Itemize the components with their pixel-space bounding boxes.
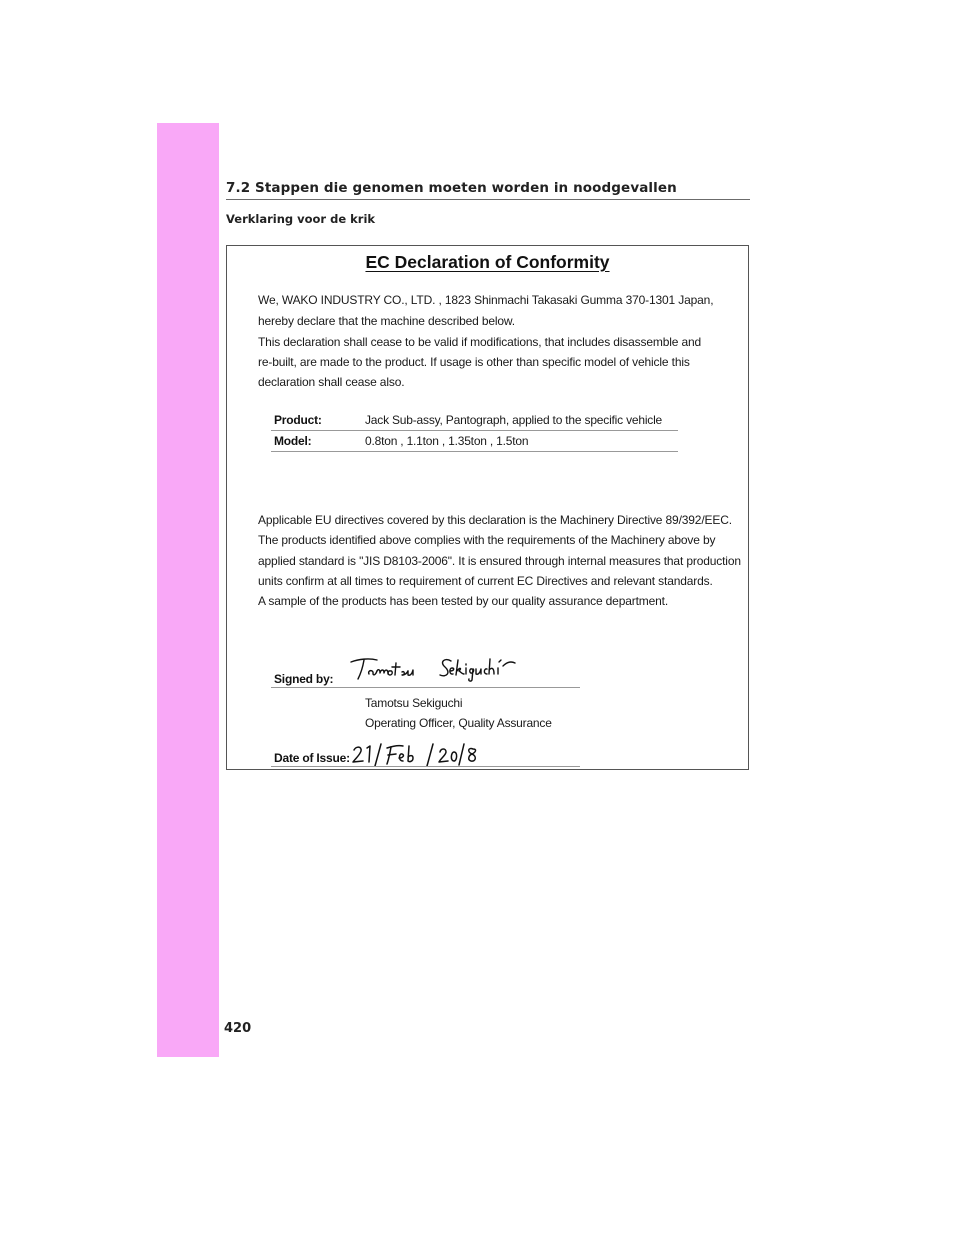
product-rule (271, 430, 678, 431)
intro-line: declaration shall cease also. (258, 375, 405, 389)
page-number: 420 (224, 1021, 252, 1036)
declaration-document (226, 245, 749, 770)
directive-line: units confirm at all times to requirement of current EC Directives and relevant standards. (258, 574, 713, 588)
directive-line: Applicable EU directives covered by this declaration is the Machinery Directive 89/392/EEC. (258, 513, 732, 527)
section-divider (226, 199, 750, 200)
handwritten-date (351, 740, 521, 768)
directive-line: The products identified above complies with the requirements of the Machinery above by (258, 533, 716, 547)
section-title: 7.2 Stappen die genomen moeten worden in noodgevallen (226, 180, 677, 196)
directive-line: A sample of the products has been tested by our quality assurance department. (258, 594, 669, 608)
declaration-heading: EC Declaration of Conformity (365, 252, 610, 272)
product-label: Product: (274, 413, 322, 427)
model-rule (271, 451, 678, 452)
model-value: 0.8ton , 1.1ton , 1.35ton , 1.5ton (365, 434, 529, 448)
chapter-side-tab (157, 123, 219, 1057)
directive-line: applied standard is "JIS D8103-2006". It is ensured through internal measures that production (258, 554, 741, 568)
signatory-title: Operating Officer, Quality Assurance (365, 716, 552, 730)
handwritten-signature (347, 654, 547, 682)
signature-rule (271, 687, 580, 688)
intro-line: re-built, are made to the product. If usage is other than specific model of vehicle this (258, 355, 690, 369)
intro-line: hereby declare that the machine described below. (258, 314, 515, 328)
signatory-name: Tamotsu Sekiguchi (365, 696, 463, 710)
date-of-issue-label: Date of Issue: (274, 751, 350, 765)
subsection-title: Verklaring voor de krik (226, 212, 376, 226)
signed-by-label: Signed by: (274, 672, 334, 686)
model-label: Model: (274, 434, 312, 448)
intro-line: This declaration shall cease to be valid if modifications, that includes disassemble and (258, 335, 702, 349)
date-rule (271, 766, 580, 767)
product-value: Jack Sub-assy, Pantograph, applied to the specific vehicle (365, 413, 663, 427)
intro-line: We, WAKO INDUSTRY CO., LTD. , 1823 Shinmachi Takasaki Gumma 370-1301 Japan, (258, 293, 714, 307)
